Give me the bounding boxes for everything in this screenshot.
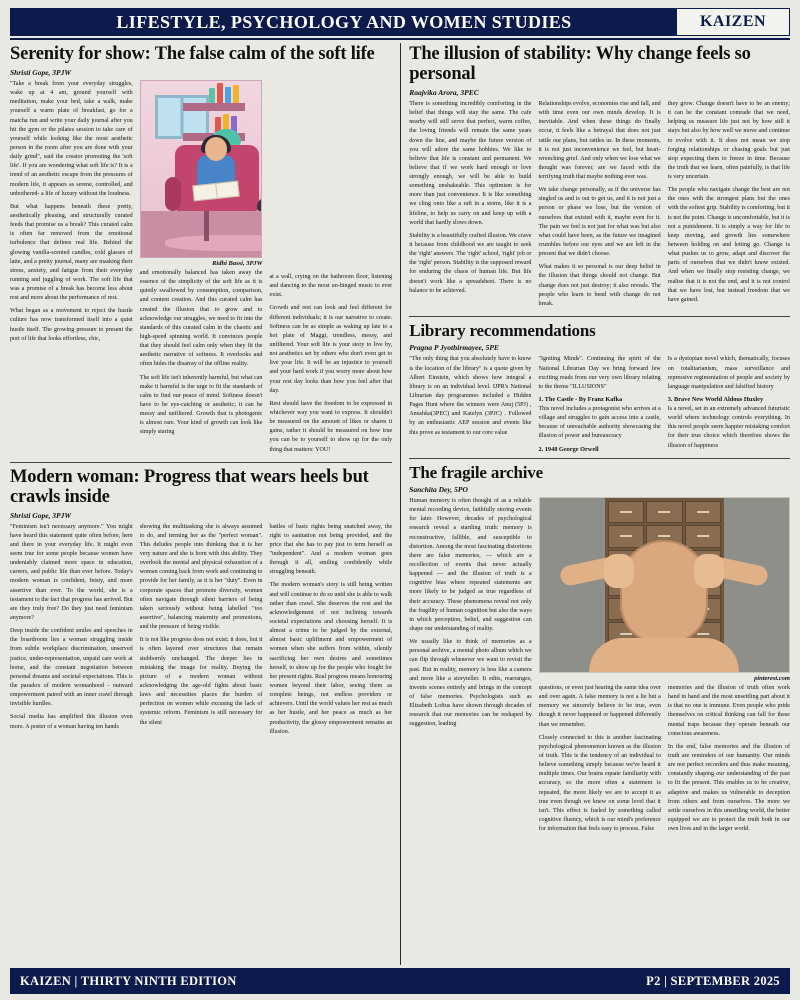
library-item-number: 1. — [538, 395, 544, 403]
article-illusion-stability — [409, 43, 790, 313]
paragraph: Stability is a beautifully crafted illusion. We crave it because from childhood we are taught to seek the 'right' answers. The 'right' school, 'right' job or the 'right' person. Stability is the supposed reward for enduring the chaos of human life. But life doesn't work like a spreadsheet. There is no balance to be achieved. — [409, 232, 532, 294]
masthead-brand: KAIZEN — [677, 9, 789, 35]
paragraph: In the end, false memories and the illusion of truth are reminders of our humanity. Our minds are not perfect recorders and thus make meaning, constantly shaping our understanding of the past to fit the present. This enables us to be creative, adaptive and makes us vulnerable to deception from others and from ourselves. The more we settle ourselves in this unsettling world, the better equipped we are to protect the truth both in our own lives and in the larger world. — [667, 743, 790, 833]
paragraph: "Igniting Minds". Continuing the spirit of the National Librarian Day we bring forward few exciting reads from our very own library relating to the theme "ILLUSIONS" — [538, 356, 661, 390]
paragraph: questions, or even just hearing the same idea over and over again. A false memory is not a lie but a memory we sincerely believe to be true, even though it never happened or happened differently than we remember. — [538, 685, 661, 728]
fragile-archive-caption: pinterest.com — [754, 675, 790, 683]
illusion-byline: Raajvika Arora, 3PEC — [409, 87, 479, 97]
library-item-name: The Castle - By Franz Kafka — [544, 395, 623, 403]
footer-edition: KAIZEN | THIRTY NINTH EDITION — [20, 973, 237, 988]
fragile-archive-byline: Sanchita Dey, 5PO — [409, 485, 468, 495]
paragraph: "The only thing that you absolutely have to know is the location of the library" is a quote given by Albert Einstein, which shows how integral a library is on an individual level. IJPR's National Librarian day programmes included a Hidden Pages Hunt where the winners were Anuj (5PJ) , Anushka(3PEC) and Katelyn (3PJC) . Followed by an enthusiastic AEP session and events like this prove as testament to our core value — [409, 356, 532, 436]
fragile-archive-col-1 — [409, 497, 532, 838]
book-spine — [209, 88, 215, 103]
serenity-col-1 — [10, 80, 133, 459]
paragraph: at a wall, crying on the bathroom floor, listening and dancing to the most un-hinged music to ever exist. — [269, 273, 393, 299]
paragraph: they grow. Change doesn't have to be an enemy; it can be the constant comrade that we need, helping us measure life just not by how still it stays but also by how well we move and continue to evolve with it. It does not mean we stop forging relationships or chasing goals but just stop expecting them to freeze in time. Because the truth that we learn, often painfully, is that life is very uncertain. — [667, 100, 790, 181]
library-item-name: 1948 George Orwell — [544, 445, 599, 453]
library-item-number: 3. — [667, 395, 673, 403]
fragile-archive-headline: The fragile archive — [409, 462, 543, 482]
paragraph: What began as a movement to reject the hustle culture has now transformed itself into a quiet hustle itself. The growing pressure to present the port of life that looks effortless, chic, — [10, 308, 133, 342]
modern-woman-col-1 — [10, 523, 133, 741]
drawer — [608, 501, 645, 523]
library-col-2 — [538, 355, 660, 454]
serenity-col-3 — [269, 80, 392, 459]
illusion-columns — [409, 100, 790, 313]
serenity-columns — [10, 80, 392, 459]
person-head — [205, 137, 227, 161]
serenity-headline: Serenity for show: The false calm of the soft life — [10, 44, 375, 64]
modern-woman-col-2 — [140, 523, 263, 741]
library-item-number: 2. — [538, 445, 544, 453]
drawer — [685, 501, 722, 523]
paragraph: There is something incredibly comforting in the belief that things will stay the same. The cafe nearby will still serve that perfect, warm coffee, the loving friends will remain the same years down the line, and maybe the future version of you will adore the same hobbies. We like to believe that life is constant and permanent. We believe that if we work hard enough or love strongly enough, we will be able to build something unshakeable. This optimism is for more than just convenience. It is like something we cling onto like a raft in a storm, like it is a lifeline, to help us carry on and keep up with a world that hardly slows down. — [409, 100, 532, 226]
paragraph: The people who navigate change the best are not the ones with the strongest plans but the ones with the softest grip. Stability is comforting, but it is not the point. Change is uncomfortable, but it is not a punishment. It is simply a way for life to keep moving, and growth lies somewhere between holding on and letting go. Change is what pushes us to grow, adapt and discover the parts of ourselves that we didn't know existed. And when we finally stop resisting change, we realise that it is not the end, and it is not control that we have lost, but instead freedom that we have gained. — [667, 187, 790, 303]
article-modern-woman — [10, 466, 392, 741]
caption-spacer — [269, 80, 392, 273]
divider — [409, 316, 790, 317]
illustration-cabinet-head — [539, 497, 790, 673]
paragraph: "Feminism isn't necessary anymore." You might have heard this statement quite often before, here and there in your everyday life. It might even seem true for some people because women have undeniably claimed more space in education, careers, and public life than ever before. Today's modern woman is confident, feisty, and more assertive than ever. To the world, she is a testament to the fact that progress has arrived. But are they truly free? Do they just need feminism anymore? — [10, 523, 133, 621]
paragraph: But what happens beneath these pretty, aesthetically pleasing, and structurally curated feeds that promise us a break? This curated calm is often far removed from the emotional turbulence that defines real life. Behind the glowing vanilla-scented candles, cold glasses of latte, and a pretty journal, many are masking their stress, anxiety, and fatigue from their everyday running and juggling of work. The soft life that was a promise of a break has become less about rest and more about the performance of rest. — [10, 203, 133, 302]
column-divider — [400, 43, 401, 965]
article-fragile-archive — [409, 462, 790, 839]
illusion-col-2 — [538, 100, 660, 313]
section-library-recommendations — [409, 320, 790, 455]
paragraph: We take change personally, as if the universe has singled us and is out to get us, and it is not just a person or phase we lose, but the version of ourselves that existed with it, maybe even for it. The pain we feel is not just for what was but also what could have been, as the future we imagined crumbles before our eyes and we are left in the present that we didn't choose. — [538, 187, 661, 258]
paragraph: Social media has amplified this illusion even more. A poster of a woman having ten hands — [10, 714, 133, 730]
library-columns — [409, 355, 790, 454]
library-col-3 — [668, 355, 790, 454]
modern-woman-columns — [10, 523, 392, 741]
drawer — [685, 525, 722, 547]
paragraph: battles of basic rights being snatched away, the right to sanitation not being provided, and the price that she has to pay just to term herself as "independent". And a modern woman goes through it all, smiling confidently while struggling beneath. — [269, 523, 393, 576]
masthead-title: LIFESTYLE, PSYCHOLOGY AND WOMEN STUDIES — [116, 11, 572, 32]
paragraph: Growth and rest can look and feel different for different individuals; it is our narrative to create. Softness can be as simple as waking up late to a hot plate of Maggi, trendless, messy, and unfiltered. Your soft life is your story to live by, not aesthetics set by others who don't even get to live your life. It will be an injustice to yourself and your hard work if you worry more about how your rest day looks than how you feel after that day. — [269, 305, 393, 394]
serenity-byline: Shristi Gope, 3PJW — [10, 67, 72, 77]
right-column — [409, 43, 790, 965]
paragraph: We usually like to think of memories as a personal archive, a mental photo album which we can flip through whenever we want to revisit the past. But in reality, memory is less like a camera and more like a storyteller. It edits, rearranges, invents scenes entirely and brings in the concept of false memories. Psychologists such as Elizabeth Loftus have shown through decades of research that our memories can be reshaped by suggestion, leading — [409, 639, 532, 728]
fragile-archive-illustration-wrap — [539, 497, 790, 838]
armchair-arm — [165, 177, 181, 211]
library-item-title — [538, 396, 660, 403]
illustration-woman-reading — [140, 80, 263, 258]
library-item-name: Brave New World Aldous Huxley — [674, 395, 764, 403]
library-item-title — [668, 396, 790, 403]
fragile-archive-col-3 — [668, 684, 790, 838]
library-headline: Library recommendations — [409, 321, 596, 341]
modern-woman-headline: Modern woman: Progress that wears heels but crawls inside — [10, 466, 369, 507]
illusion-col-3 — [668, 100, 790, 313]
divider — [409, 458, 790, 459]
book-spine — [217, 83, 223, 103]
divider — [10, 462, 392, 463]
paragraph: "Take a break from your everyday struggles, wake up at 4 am, ground yourself with meditation, make your bed, take a walk, make yourself a warm plate of breakfast, go for a matcha run and write your daily journal after you hit the gym or the pilates session to take care of yourself while looking like the most aesthetic person in the room after you are done with your daily grind", said the creator promoting the 'soft life'. If you are wondering what soft life is? It is a trend of an aesthetic escape from the pressures of modern life, it appears as serene, controlled, and unbothered- a life of luxury without the loudness. — [10, 80, 133, 197]
modern-woman-col-3 — [269, 523, 392, 741]
paragraph: Rest should have the freedom to be expressed in whichever way you want to express. It shouldn't be measured on the amount of likes or shares it gains, rather it should be measured on how true you can be to yourself to show up for the only thing that matters: YOU! — [269, 400, 393, 453]
bookshelf-upper — [183, 103, 245, 111]
drawer — [646, 501, 683, 523]
left-column — [10, 43, 392, 965]
footer — [10, 968, 790, 994]
footer-page-date: P2 | SEPTEMBER 2025 — [646, 973, 780, 988]
article-serenity — [10, 43, 392, 459]
paragraph: The soft life isn't inherently harmful, but what can make it harmful is the urge to fit the standards of calm to find our peace of mind. Softness doesn't have to be eye-catching or aesthetic; it can be messy and unfiltered. Growth that is photogenic is almost rare. Your kind of growth can look like simply staring — [139, 374, 263, 436]
paragraph: memories and the illusion of truth often work hand in hand and the most unsettling part about it is that no one is immune. Even people who pride themselves on critical thinking can fall for these mental traps because they operate beneath our conscious awareness. — [667, 685, 790, 737]
illusion-headline: The illusion of stability: Why change feels so personal — [409, 44, 751, 84]
serenity-caption: Ridhi Bassi, 3PJW — [212, 259, 263, 267]
library-item-title — [538, 446, 660, 453]
book-spine — [225, 87, 231, 103]
book-spine — [233, 85, 239, 103]
footer-spacer — [10, 994, 790, 1000]
paragraph: What makes it so personal is our deep belief in the illusion that things should not change. But change does not just destroy; it also reveals. The people who learn to bend with change do not break. — [538, 264, 661, 307]
fragile-archive-col-2 — [539, 684, 661, 838]
hand-right — [694, 554, 724, 588]
drawer — [608, 525, 645, 547]
paragraph: The modern woman's story is still being written and will continue to do so until she is able to walk rather than crawl. She deserves the rest and the acknowledgement of not inclining towards societal expectations and choosing herself. It is almost a crime to be judged by the external, almost basic upliftment and empowerment of women when she suffers from within, silently sacrificing her own desires and sometimes herself, to show up for the people who fought for her present rights. Real progress means honouring women beyond their labor, seeing them as complete beings, not endless providers or achievers. Until the world values her rest as much as her hustle, and her peace as much as her productivity, the glossy empowerment remains an illusion. — [269, 582, 393, 735]
paragraph: Is a dystopian novel which, thematically, focuses on totalitarianism, mass surveillance and repressive regimentation of people and society by language manipulation and falsified history — [667, 356, 790, 390]
paragraph: Closely connected to this is another fascinating psychological phenomenon known as the illusion of truth. This is the tendency of an individual to believe something simply because we've heard it multiple times. Our brains equate familiarity with accuracy, so the more often a statement is repeated, the more likely we are to accept it as true even though we knew on some level that it isn't. This effect is fueled by something called cognitive fluency, which is our mind's preference for information that feels easy to process. False — [538, 734, 661, 833]
library-col-1 — [409, 355, 531, 454]
paragraph: Human memory is often thought of as a reliable mental recording device, faithfully storing events for later. However, decades of psychological research reveal a startling truth: memory is reconstructive, fallible, and susceptible to distortion. Among the most fascinating distortions there are false memories, — which are a recollection of events that never actually happened — and the illusion of truth is a cognitive bias where repeated statements are more likely to be judged as true regardless of their accuracy. These phenomena reveal not only the fragility of human cognition but also the ways in which perception, belief, and suggestion can shape our understanding of reality. — [409, 498, 532, 632]
fragile-archive-columns — [409, 497, 790, 838]
page-body — [10, 40, 790, 965]
modern-woman-byline: Shristi Gope, 3PJW — [10, 510, 72, 520]
side-table-leg — [204, 209, 209, 241]
paragraph: This novel includes a protagonist who arrives at a village and struggles to gain access into a castle, because of unreachable authority showcasing the illusion of power and bureaucracy — [538, 405, 661, 440]
masthead — [10, 8, 790, 36]
illusion-col-1 — [409, 100, 531, 313]
paragraph: It is not like progress does not exist; it does, but it is often layered over structures that remain stubbornly unchanged. The deeper lies in mistaking the image for reality. Buying the picture of a modern woman without acknowledging the age-old fights about basic laws and necessities places the burden of perfection on women while excusing the lack of systemic reform. Feminism is still necessary for the silent — [139, 637, 263, 726]
paragraph: Is a novel, set in an extremely advanced futuristic world where technology controls everything. In this novel people seem happier mistaking comfort for their true choice which therefore shows the illusion of happiness — [667, 405, 790, 449]
hand-left — [604, 554, 634, 588]
shoulders — [589, 638, 739, 672]
paragraph: and emotionally balanced has taken away the essence of the simplicity of the soft life as it is quietly swallowed by consumption, comparison, and content creation. And this curated calm has created the illusion that to grow and to acknowledge our struggles, we need to fit into the standards of this curated calm in the chaotic and high-speed spinning world. It convinces people that they should feel calm only when they fit the aesthetic narrative of softness. It overlooks and often hides the disarray of the offline reality. — [139, 269, 263, 368]
paragraph: showing the multitasking she is always assumed to do, and terming her as the "perfect woman". This deludes people into thinking that it is her very nature and she is born with this ability. They overlook the mental and physical exhaustion of a woman coming back from work and continuing to provide for her family, as it is her "duty". Even in corporate spaces that promote diversity, women often navigate through silent barriers of being taken seriously without being labelled "too assertive", balancing maternity and promotions, and the pressure of being visible. — [139, 523, 263, 631]
paragraph: Relationships evolve, economies rise and fall, and with time even our own minds develop. It is inevitable. And when these things do finally occur, it feels like a betrayal that does not just rattle our plans, but rattles us. In these moments, it is not just inconvenience we feel, but heart-wrenching grief. And only when we lose what we thought was forever, are we faced with the terrifying truth that maybe nothing ever was. — [538, 100, 661, 181]
fragile-archive-subcolumns — [539, 684, 790, 838]
library-byline: Pragna P Jyothirmayee, 5PE — [409, 343, 499, 353]
rug — [165, 235, 263, 251]
paragraph: Deep inside the confident smiles and speeches in the boardroom lies a woman struggling inside from subtle workplace discrimination, unserved justice, under-representation, unpaid care work at home, and the constant negotiation between personal dreams and societal expectations. This is the paradox of modern womanhood - outward empowerment paired with an inner crawl through invisible hurdles. — [10, 628, 133, 708]
head-shape — [620, 540, 708, 644]
serenity-col-2 — [140, 80, 263, 459]
